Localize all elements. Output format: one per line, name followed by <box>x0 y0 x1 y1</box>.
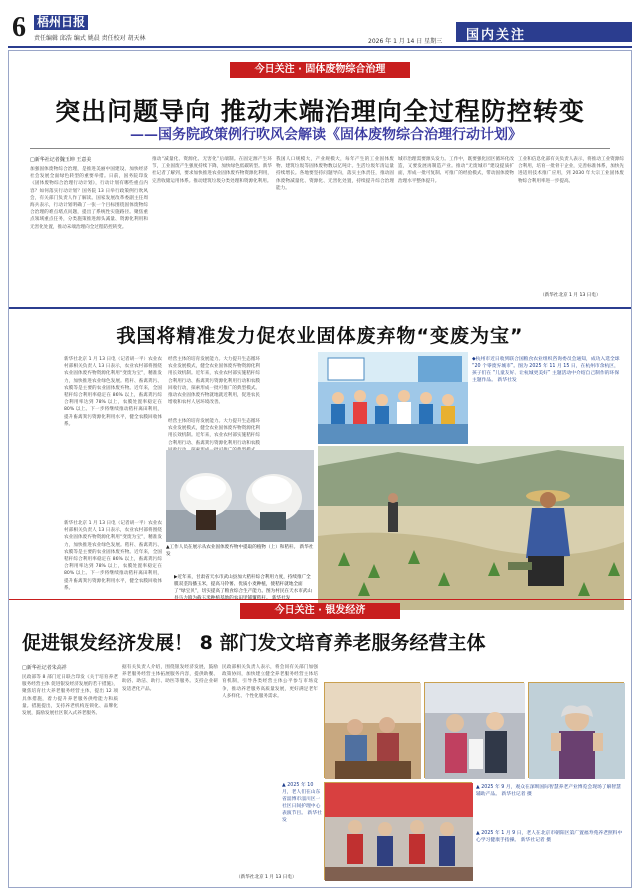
date-line: 2026 年 1 月 14 日 星期三 <box>368 38 443 45</box>
article1-col1: 加强固体废物综合治理，是推进美丽中国建设、加快经济社会发展全面绿色转型的重要举措。日前，国务院印发《固体废物综合治理行动计划》，行动计划有哪些重点内容？如何落实行动计划？国务院 13 日举行政策例行吹风会，有关部门负责人作了解读。国家发展改革委副主任周海兵表示，行动计划明确了一张一个目标围绕固体废物综合治理的难点堵点问题，提出了系统性实施路径。聚焦重点领域重点任务，分类施策推进源头减量、资源化利用和无害化处置，推动末端治理向全过程防控转变。 <box>30 167 148 230</box>
photo-expo-robot <box>424 682 524 778</box>
caption-zero-waste <box>472 356 622 440</box>
header-rule <box>8 46 632 48</box>
caption-performance-src: 新华社发 <box>282 811 322 823</box>
photo-elderly-reading <box>324 682 420 778</box>
page-number: 6 <box>12 12 26 43</box>
photo-elderly-reading-art <box>325 683 421 779</box>
caption-performance <box>282 782 322 854</box>
caption-finger-exercise <box>476 830 624 880</box>
article1-source: （新华社北京 1 月 13 日电） <box>540 293 601 298</box>
photo-community-performance <box>324 782 472 880</box>
section-title-bar <box>456 22 632 42</box>
article3-source: （新华社北京 1 月 13 日电） <box>236 875 297 880</box>
article2-col1b: 新华社北京 1 月 13 日电（记者胡一平）农业农村部相关负责人 13 日表示，农业农村部将围绕农业固体废弃物资源化利用“变废为宝”，精准发力，加快推进农业绿色发展。秸秆、畜禽粪污、农膜等是主要的农业固体废弃物。近年来，全国秸秆综合利用率稳定在 86% 以上，畜禽粪污综合利用率达到 78% 以上，农膜处置率稳定在 80% 以上。下一步将继续推动秸秆离田利用，提升畜禽粪污资源化利用水平，健全农膜回收体系。 <box>64 521 162 591</box>
article3-byline: □新华社记者朱高祥 <box>22 665 67 671</box>
photo-plant-extract <box>166 450 314 542</box>
caption-expo-src: 新华社记者 摄 <box>501 792 532 797</box>
article1-headline: 突出问题导向 推动末端治理向全过程防控转变 <box>55 97 585 126</box>
article1-col4: 城市治理需要源头发力。工作中，既要强化园区循环化改造，又要发展再制造产业。推动“无废城市”建设提质扩面，形成一批可复制、可推广的经验模式，带动固体废物治理水平整体提升。 <box>398 157 514 184</box>
caption-performance-text: ▲ 2025 年 10 月，老人们在山东省淄博市淄川区一社区日间护理中心表演节目。 <box>282 783 321 816</box>
article3-col2: 据有关负责人介绍，围绕银发经济发展，鼓励养老服务经营主体拓展服务内容，提供助餐、助浴、助洁、助行、助医等服务。支持企业研发适老化产品。 <box>122 665 218 692</box>
article2-col2b: 经营主体的培育发展能力。大力提升生态循环农业发展模式，健全农业固体废弃物资源化利用长效机制。近年来，农业农村部实施秸秆综合利用行动、畜禽粪污资源化利用行动和农膜 <box>168 419 260 446</box>
caption-plant-extract-text: ▲工作人员在展示从农业固体废弃物中提取的植物（上）和秸秆。 <box>166 545 299 550</box>
article2-headline: 我国将精准发力促农业固体废弃物“变废为宝” <box>116 325 524 347</box>
caption-zero-waste-src: 新华社发 <box>497 378 517 383</box>
article3-col3: 民政部相关负责人表示，将会同有关部门加强政策协同，加快建立健全养老服务经营主体培育机制，引导各类经营主体公平参与市场竞争，推动养老服务高质量发展，更好满足老年人多样化、个性化服务需求。 <box>222 665 318 699</box>
photo-community-performance-art <box>325 783 473 881</box>
article3-headline: 促进银发经济发展！ 8 部门发文培育养老服务经营主体 <box>22 632 486 654</box>
caption-plant-extract <box>166 544 314 558</box>
article2-col2: 经营主体的培育发展能力。大力提升生态循环农业发展模式，健全农业固体废弃物资源化利用长效机制。近年来，农业农村部实施秸秆综合利用行动、畜禽粪污资源化利用行动和农膜回收行动，探索形成一批可推广的典型模式。推动农业固体废弃物就地就近利用，促进农民增收和农村人居环境改善。 <box>168 357 260 406</box>
staff-line: 责任编辑 邱浩 编式 姚晨 责任校对 胡天林 <box>34 35 146 42</box>
article3-col1: 民政部等 8 部门近日联合印发《关于培育养老服务经营主体 促进银发经济发展的若干措施》，聚焦培育壮大养老服务经营主体，提出 12 项具体措施，着力提升养老服务供给能力和质量。措施提出，支持养老机构连锁化、品牌化发展，鼓励发展社区嵌入式养老服务。 <box>22 675 118 717</box>
photo-finger-exercise <box>528 682 624 778</box>
article1-subheadline: ——国务院政策例行吹风会解读《固体废物综合治理行动计划》 <box>130 127 522 143</box>
caption-expo <box>476 784 624 824</box>
article1-tag: 今日关注 · 固体废物综合治理 <box>230 62 410 78</box>
photo-straw-field <box>318 446 624 610</box>
caption-straw-field-text: ▶近年来，甘肃省天水市武山县加大秸秆综合利用力度，持续推广全膜双垄沟播玉米，提高马铃薯、优质小麦种植，使秸秆就地全面了“绿宝贝”，切实提高了粮食综合生产能力。图为村民在天水市武山 <box>174 575 312 594</box>
photo-finger-exercise-art <box>529 683 625 779</box>
caption-zero-waste-text: ◆杭州市近日收到联合国粮食农业组织咨询委员会通知，成功入选全球 “20 个零废弃城市”。图为 2025 年 11 月 15 日，在杭州市余杭区，孩子们在 “儿童友好、让杭城更美好” 主题活动中介绍自己制作的环保主题作品。 <box>472 357 620 383</box>
caption-plant-extract-src: 新华社发 <box>166 545 314 557</box>
article2-col1: 新华社北京 1 月 13 日电（记者胡一平）农业农村部相关负责人 13 日表示，农业农村部将围绕农业固体废弃物资源化利用“变废为宝”，精准发力，加快推进农业绿色发展。秸秆、畜禽粪污、农膜等是主要的农业固体废弃物。近年来，全国秸秆综合利用率稳定在 86% 以上，畜禽粪污综合利用率达到 78% 以上，农膜处置率稳定在 80% 以上。下一步将继续推动秸秆离田利用，提升畜禽粪污资源化利用水平，健全农膜回收体系。 <box>64 357 162 427</box>
section-divider-1 <box>8 307 632 309</box>
article1-byline: □新华社记者魏玉坤 王意美 <box>30 157 92 163</box>
newspaper-name: 梧州日报 <box>34 15 88 30</box>
article1-col5: 工业和信息化部有关负责人表示，将推动工业资源综合利用，培育一批骨干企业，完善标准体系，加快先进适用技术推广应用，到 2030 年大宗工业固体废物综合利用率进一步提高。 <box>518 157 624 184</box>
page-header <box>0 0 640 46</box>
photo-children-activity-art <box>318 352 468 444</box>
caption-finger-exercise-text: ▲ 2025 年 1 月 9 日，老人在北京市朝阳区第广置福寿苑养老照料中心学习健康手指操。 <box>476 831 623 843</box>
article1-col3: 我国人口规模大，产业规模大，每年产生的工业固体废物、建筑垃圾等固体废物数以亿吨计。生活垃圾年清运量持续增长。各地要坚持问题导向，落实主体责任，推动固体废物减量化、资源化、无害化处置，持续提升综合治理能力。 <box>276 157 394 191</box>
photo-straw-field-art <box>318 446 624 610</box>
photo-children-activity <box>318 352 468 444</box>
photo-expo-robot-art <box>425 683 525 779</box>
section-title: 国内关注 <box>466 28 527 43</box>
caption-finger-exercise-src: 新华社记者 摄 <box>520 838 552 843</box>
photo-plant-extract-art <box>166 450 314 542</box>
article1-col2: 推动“减量化、资源化、无害化”后端制。在固定源产生环节，工业固废产生强度持续下降，加快绿色低碳转型。新华社记者了解到，要求加快推进农业固体废弃物资源化利用，完善收储运用体系。推动建筑垃圾分类处理和资源化利用。 <box>152 157 272 184</box>
article1-rule <box>30 148 610 149</box>
section-divider-2 <box>8 599 632 600</box>
caption-expo-text: ▲ 2025 年 9 月，观众在深圳国际智慧养老产业博览会现场了解智慧辅助产品。 <box>476 785 621 797</box>
article3-tag: 今日关注 · 银发经济 <box>240 603 400 619</box>
